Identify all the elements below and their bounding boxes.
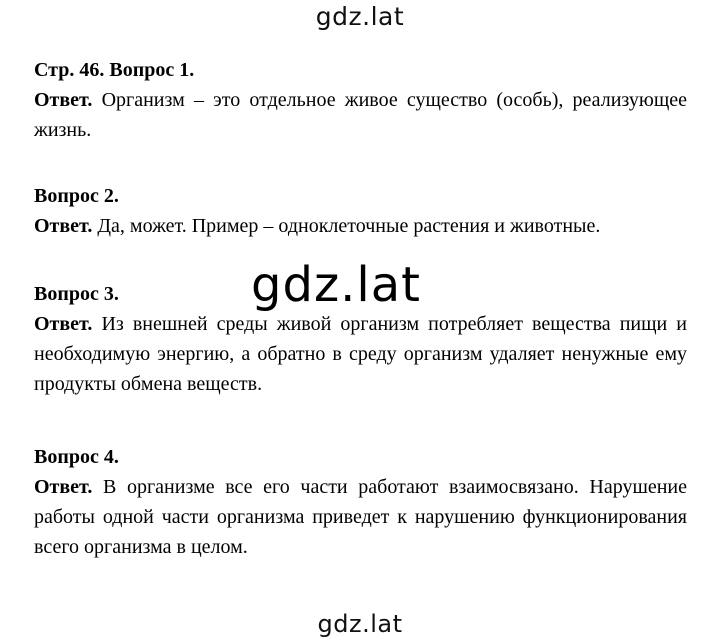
question-2-block bbox=[34, 181, 687, 241]
answer-text: В организме все его части работают взаимосвязано. Нарушение работы одной части организма приведет к нарушению функционирования всего организма в целом. bbox=[34, 476, 688, 558]
question-4-block bbox=[34, 442, 687, 562]
watermark-middle: gdz.lat bbox=[251, 257, 421, 313]
question-1-block bbox=[34, 55, 687, 145]
question-3-answer bbox=[34, 309, 687, 399]
question-2-answer bbox=[34, 211, 687, 241]
question-3-heading: Вопрос 3. bbox=[34, 283, 119, 305]
question-2-heading: Вопрос 2. bbox=[34, 185, 119, 207]
watermark-top: gdz.lat bbox=[315, 2, 405, 31]
answer-label: Ответ. bbox=[34, 476, 93, 498]
answer-label: Ответ. bbox=[34, 313, 93, 335]
answer-text: Организм – это отдельное живое существо (особь), реализующее жизнь. bbox=[34, 89, 687, 141]
answer-text: Из внешней среды живой организм потребляет вещества пищи и необходимую энергию, а обратно в среду организм удаляет ненужные ему продукты обмена веществ. bbox=[34, 313, 687, 395]
question-1-answer bbox=[34, 85, 687, 145]
answer-text: Да, может. Пример – одноклеточные растения и животные. bbox=[97, 215, 601, 237]
answer-label: Ответ. bbox=[34, 215, 93, 237]
question-4-answer bbox=[34, 472, 687, 562]
answer-label: Ответ. bbox=[34, 89, 93, 111]
question-1-heading: Стр. 46. Вопрос 1. bbox=[34, 59, 195, 81]
question-4-heading: Вопрос 4. bbox=[34, 446, 119, 468]
watermark-bottom: gdz.lat bbox=[317, 610, 403, 638]
